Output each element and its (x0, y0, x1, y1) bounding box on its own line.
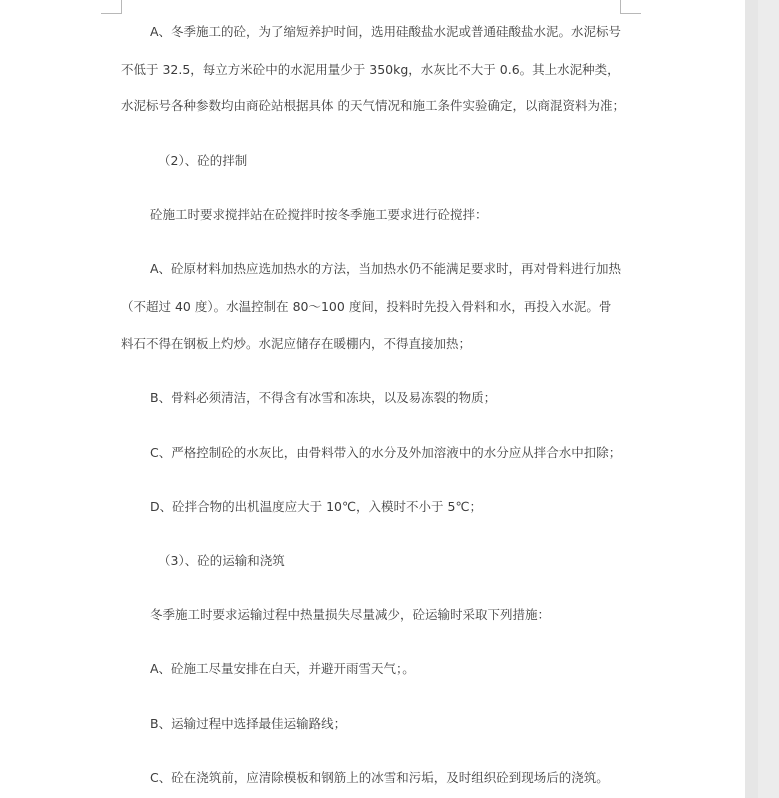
paragraph-line: C、严格控制砼的水灰比，由骨料带入的水分及外加溶液中的水分应从拌合水中扣除； (150, 445, 622, 460)
paragraph-line: B、运输过程中选择最佳运输路线； (150, 716, 347, 731)
paragraph-line: C、砼在浇筑前，应清除模板和钢筋上的冰雪和污垢，及时组织砼到现场后的浇筑。 (150, 770, 609, 785)
paragraph-line: B、骨料必须清洁，不得含有冰雪和冻块，以及易冻裂的物质； (150, 390, 497, 405)
paragraph-line: （不超过 40 度）。水温控制在 80～100 度间，投料时先投入骨料和水，再投入水泥。骨 (121, 299, 612, 314)
section-heading: （3）、砼的运输和浇筑 (158, 553, 285, 568)
paragraph-line: 冬季施工时要求运输过程中热量损失尽量减少，砼运输时采取下列措施： (150, 607, 551, 622)
paragraph-line: A、砼原材料加热应选加热水的方法，当加热水仍不能满足要求时，再对骨料进行加热 (150, 261, 622, 276)
paragraph-line: D、砼拌合物的出机温度应大于 10℃，入模时不小于 5℃； (150, 499, 483, 514)
crop-mark-left (101, 0, 122, 14)
crop-mark-right (620, 0, 641, 14)
viewer-scroll-edge[interactable] (758, 0, 779, 798)
paragraph-line: A、冬季施工的砼，为了缩短养护时间，选用硅酸盐水泥或普通硅酸盐水泥。水泥标号 (150, 24, 622, 39)
paragraph-line: 料石不得在钢板上灼炒。水泥应储存在暖棚内，不得直接加热； (121, 336, 472, 351)
paragraph-line: A、砼施工尽量安排在白天，并避开雨雪天气；。 (150, 661, 415, 676)
paragraph-line: 不低于 32.5，每立方米砼中的水泥用量少于 350kg，水灰比不大于 0.6。其上水泥种类， (121, 62, 620, 77)
section-heading: （2）、砼的拌制 (158, 153, 248, 168)
paragraph-line: 水泥标号各种参数均由商砼站根据具体 的天气情况和施工条件实验确定，以商混资料为准； (121, 98, 625, 113)
paragraph-line: 砼施工时要求搅拌站在砼搅拌时按冬季施工要求进行砼搅拌： (150, 207, 488, 222)
